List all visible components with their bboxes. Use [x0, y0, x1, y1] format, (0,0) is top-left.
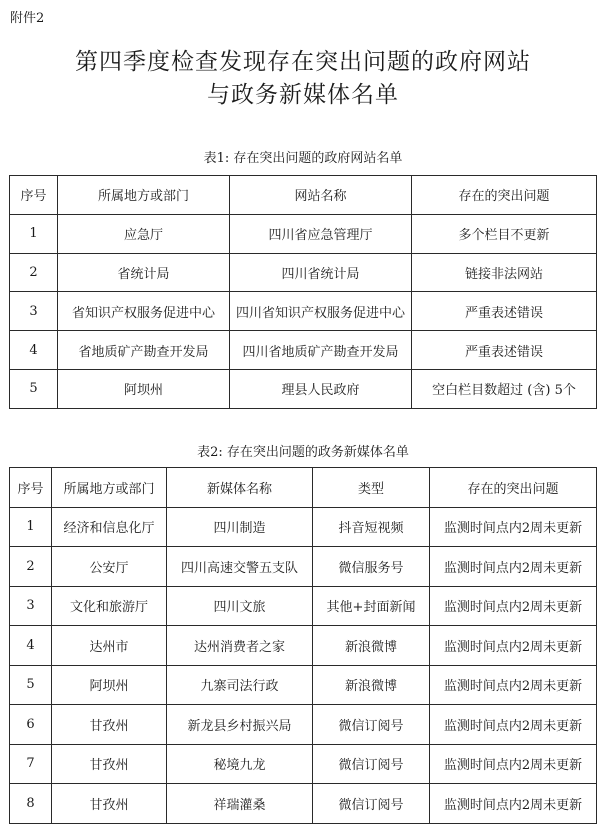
- table-cell: 3: [10, 292, 58, 331]
- table-cell: 其他+封面新闻: [313, 586, 430, 626]
- table-cell: 新浪微博: [313, 665, 430, 705]
- table-cell: 监测时间点内2周未更新: [430, 665, 597, 705]
- table-cell: 监测时间点内2周未更新: [430, 507, 597, 547]
- table-cell: 四川省地质矿产勘查开发局: [230, 331, 412, 370]
- title-line-1: 第四季度检查发现存在突出问题的政府网站: [75, 49, 531, 75]
- websites-table: [9, 175, 597, 409]
- table-cell: 秘境九龙: [167, 744, 313, 784]
- header-cell: 序号: [10, 468, 52, 508]
- table-row: [10, 253, 597, 292]
- new-media-table: [9, 467, 597, 824]
- table-cell: 祥瑞灌桑: [167, 784, 313, 824]
- table-cell: 6: [10, 705, 52, 745]
- header-cell: 所属地方或部门: [58, 176, 230, 215]
- table-cell: 公安厅: [52, 547, 167, 587]
- table-header-row: [10, 176, 597, 215]
- table-header-row: [10, 468, 597, 508]
- table-cell: 甘孜州: [52, 705, 167, 745]
- document-title: [0, 46, 606, 112]
- table-cell: 达州消费者之家: [167, 626, 313, 666]
- table-cell: 微信订阅号: [313, 784, 430, 824]
- table-row: [10, 547, 597, 587]
- table-cell: 4: [10, 331, 58, 370]
- table-cell: 四川制造: [167, 507, 313, 547]
- title-line-2: 与政务新媒体名单: [207, 82, 399, 108]
- table-row: [10, 331, 597, 370]
- table-cell: 微信订阅号: [313, 705, 430, 745]
- table-cell: 8: [10, 784, 52, 824]
- table-cell: 四川省知识产权服务促进中心: [230, 292, 412, 331]
- table-cell: 5: [10, 369, 58, 408]
- table1-caption: 表1: 存在突出问题的政府网站名单: [203, 151, 403, 166]
- table-row: [10, 292, 597, 331]
- table-cell: 新龙县乡村振兴局: [167, 705, 313, 745]
- table-row: [10, 626, 597, 666]
- table-cell: 监测时间点内2周未更新: [430, 626, 597, 666]
- table-cell: 7: [10, 744, 52, 784]
- table-cell: 微信服务号: [313, 547, 430, 587]
- table-cell: 四川省统计局: [230, 253, 412, 292]
- table-row: [10, 214, 597, 253]
- header-cell: 存在的突出问题: [412, 176, 597, 215]
- table-cell: 经济和信息化厅: [52, 507, 167, 547]
- table-row: [10, 744, 597, 784]
- table-cell: 链接非法网站: [412, 253, 597, 292]
- attachment-label: 附件2: [10, 11, 45, 26]
- header-cell: 新媒体名称: [167, 468, 313, 508]
- header-cell: 所属地方或部门: [52, 468, 167, 508]
- table-cell: 3: [10, 586, 52, 626]
- table-cell: 阿坝州: [52, 665, 167, 705]
- table-cell: 多个栏目不更新: [412, 214, 597, 253]
- header-cell: 类型: [313, 468, 430, 508]
- table2-caption: 表2: 存在突出问题的政务新媒体名单: [197, 445, 409, 460]
- table-cell: 抖音短视频: [313, 507, 430, 547]
- table-cell: 阿坝州: [58, 369, 230, 408]
- table-cell: 理县人民政府: [230, 369, 412, 408]
- table-cell: 省统计局: [58, 253, 230, 292]
- table-cell: 新浪微博: [313, 626, 430, 666]
- table-cell: 甘孜州: [52, 744, 167, 784]
- table-cell: 监测时间点内2周未更新: [430, 744, 597, 784]
- table-cell: 省知识产权服务促进中心: [58, 292, 230, 331]
- table-cell: 2: [10, 253, 58, 292]
- table-cell: 四川文旅: [167, 586, 313, 626]
- table-cell: 4: [10, 626, 52, 666]
- table-cell: 微信订阅号: [313, 744, 430, 784]
- table-cell: 达州市: [52, 626, 167, 666]
- table-cell: 四川省应急管理厅: [230, 214, 412, 253]
- table-cell: 九寨司法行政: [167, 665, 313, 705]
- table-cell: 省地质矿产勘查开发局: [58, 331, 230, 370]
- table-row: [10, 784, 597, 824]
- table-row: [10, 665, 597, 705]
- table-cell: 2: [10, 547, 52, 587]
- table-cell: 严重表述错误: [412, 331, 597, 370]
- table-cell: 应急厅: [58, 214, 230, 253]
- table-row: [10, 369, 597, 408]
- table-cell: 空白栏目数超过 (含) 5个: [412, 369, 597, 408]
- table-cell: 监测时间点内2周未更新: [430, 586, 597, 626]
- table-cell: 监测时间点内2周未更新: [430, 705, 597, 745]
- table-cell: 监测时间点内2周未更新: [430, 784, 597, 824]
- table-cell: 文化和旅游厅: [52, 586, 167, 626]
- table-cell: 1: [10, 507, 52, 547]
- header-cell: 序号: [10, 176, 58, 215]
- table-row: [10, 507, 597, 547]
- table-cell: 监测时间点内2周未更新: [430, 547, 597, 587]
- table-row: [10, 705, 597, 745]
- table-row: [10, 586, 597, 626]
- table-cell: 四川高速交警五支队: [167, 547, 313, 587]
- table-cell: 严重表述错误: [412, 292, 597, 331]
- table-cell: 甘孜州: [52, 784, 167, 824]
- header-cell: 存在的突出问题: [430, 468, 597, 508]
- table-cell: 1: [10, 214, 58, 253]
- header-cell: 网站名称: [230, 176, 412, 215]
- table-cell: 5: [10, 665, 52, 705]
